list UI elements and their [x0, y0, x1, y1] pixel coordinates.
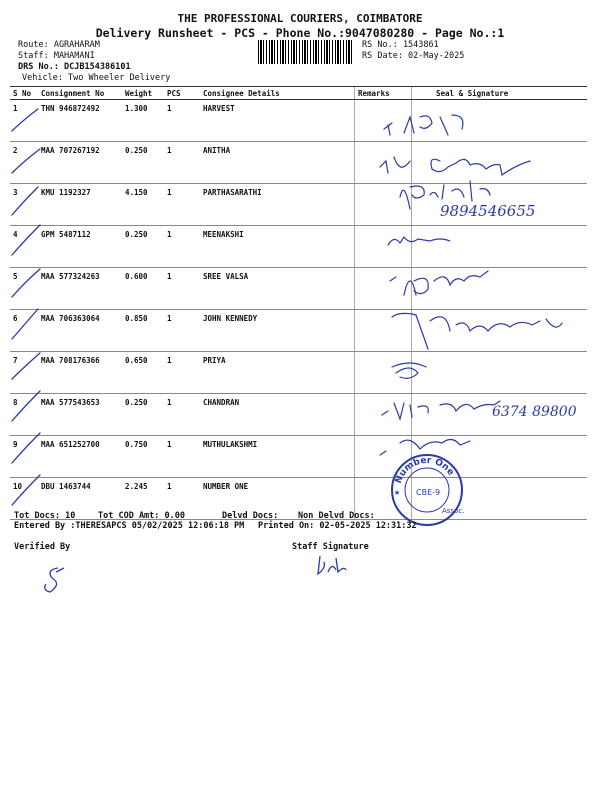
cell-consignee: MUTHULAKSHMI — [200, 436, 355, 478]
cell-pcs: 1 — [164, 100, 200, 142]
rs-date: RS Date: 02-May-2025 — [362, 51, 465, 61]
cell-sno: 4 — [10, 226, 38, 268]
cell-consignment: MAA 651252700 — [38, 436, 122, 478]
vehicle-label: Vehicle: Two Wheeler Delivery — [22, 73, 171, 83]
drs-label: DRS No.: DCJB154386101 — [18, 62, 131, 72]
cell-pcs: 1 — [164, 310, 200, 352]
cell-weight: 2.245 — [122, 478, 164, 520]
cell-sno: 7 — [10, 352, 38, 394]
cell-pcs: 1 — [164, 436, 200, 478]
staff-signature-label: Staff Signature — [292, 542, 369, 552]
row8-handwritten-phone: 6374 89800 — [492, 404, 577, 420]
cell-pcs: 1 — [164, 226, 200, 268]
stamp-side-text: Assoc. — [442, 507, 464, 515]
verifier-signature — [36, 562, 76, 598]
cell-pcs: 1 — [164, 478, 200, 520]
cell-weight: 0.850 — [122, 310, 164, 352]
stamp-star-icon: ★ — [394, 487, 401, 498]
cell-weight: 0.650 — [122, 352, 164, 394]
cell-pcs: 1 — [164, 268, 200, 310]
cell-consignee: PARTHASARATHI — [200, 184, 355, 226]
cell-consignment: GPM 5487112 — [38, 226, 122, 268]
entered-by: Entered By :THERESAPCS 05/02/2025 12:06:18 PM — [14, 521, 245, 531]
stamp-top-text: Number One — [393, 455, 456, 485]
cell-consignment: MAA 706363064 — [38, 310, 122, 352]
cell-consignment: MAA 577324263 — [38, 268, 122, 310]
cell-consignment: MAA 577543653 — [38, 394, 122, 436]
row3-handwritten-phone: 9894546655 — [440, 202, 536, 220]
cell-sno: 2 — [10, 142, 38, 184]
stamp-center-text: CBE-9 — [416, 488, 441, 497]
cell-consignment: MAA 707267192 — [38, 142, 122, 184]
company-stamp — [390, 453, 464, 527]
runsheet-subtitle: Delivery Runsheet - PCS - Phone No.:9047080280 - Page No.:1 — [95, 26, 505, 40]
col-weight: Weight — [122, 87, 164, 100]
cell-sno: 6 — [10, 310, 38, 352]
cell-sno: 1 — [10, 100, 38, 142]
cell-weight: 0.600 — [122, 268, 164, 310]
cell-sno: 8 — [10, 394, 38, 436]
cell-sno: 5 — [10, 268, 38, 310]
col-consignee: Consignee Details — [200, 87, 355, 100]
tick-marks — [8, 95, 53, 515]
total-cod: Tot COD Amt: 0.00 — [98, 511, 185, 521]
cell-weight: 0.250 — [122, 394, 164, 436]
cell-weight: 0.250 — [122, 142, 164, 184]
cell-consignment: DBU 1463744 — [38, 478, 122, 520]
cell-consignee: HARVEST — [200, 100, 355, 142]
delivery-signatures — [370, 105, 590, 495]
cell-consignee: JOHN KENNEDY — [200, 310, 355, 352]
barcode — [258, 40, 354, 64]
cell-sno: 10 — [10, 478, 38, 520]
cell-pcs: 1 — [164, 142, 200, 184]
total-docs: Tot Docs: 10 — [14, 511, 76, 521]
staff-signature — [312, 548, 352, 582]
col-pcs: PCS — [164, 87, 200, 100]
table-header-row — [10, 87, 587, 100]
cell-sno: 9 — [10, 436, 38, 478]
route-label: Route: AGRAHARAM — [18, 40, 100, 50]
cell-pcs: 1 — [164, 352, 200, 394]
cell-weight: 4.150 — [122, 184, 164, 226]
rs-number: RS No.: 1543861 — [362, 40, 439, 50]
cell-consignee: MEENAKSHI — [200, 226, 355, 268]
cell-consignee: ANITHA — [200, 142, 355, 184]
cell-consignee: CHANDRAN — [200, 394, 355, 436]
col-consignment: Consignment No — [38, 87, 122, 100]
cell-consignee: PRIYA — [200, 352, 355, 394]
staff-label: Staff: MAHAMANI — [18, 51, 95, 61]
cell-pcs: 1 — [164, 184, 200, 226]
cell-consignment: THN 946872492 — [38, 100, 122, 142]
cell-consignee: NUMBER ONE — [200, 478, 355, 520]
cell-sno: 3 — [10, 184, 38, 226]
delivered-docs: Delvd Docs: — [222, 511, 279, 521]
cell-weight: 0.750 — [122, 436, 164, 478]
cell-weight: 1.300 — [122, 100, 164, 142]
col-seal: Seal & Signature — [412, 87, 588, 100]
cell-consignee: SREE VALSA — [200, 268, 355, 310]
non-delivered-docs: Non Delvd Docs: — [298, 511, 375, 521]
company-title: THE PROFESSIONAL COURIERS, COIMBATORE — [177, 12, 423, 25]
verified-by-label: Verified By — [14, 542, 71, 552]
cell-pcs: 1 — [164, 394, 200, 436]
printed-on: Printed On: 02-05-2025 12:31:32 — [258, 521, 417, 531]
col-sno: S No — [10, 87, 38, 100]
cell-consignment: MAA 708176366 — [38, 352, 122, 394]
cell-consignment: KMU 1192327 — [38, 184, 122, 226]
cell-weight: 0.250 — [122, 226, 164, 268]
col-remarks: Remarks — [355, 87, 412, 100]
